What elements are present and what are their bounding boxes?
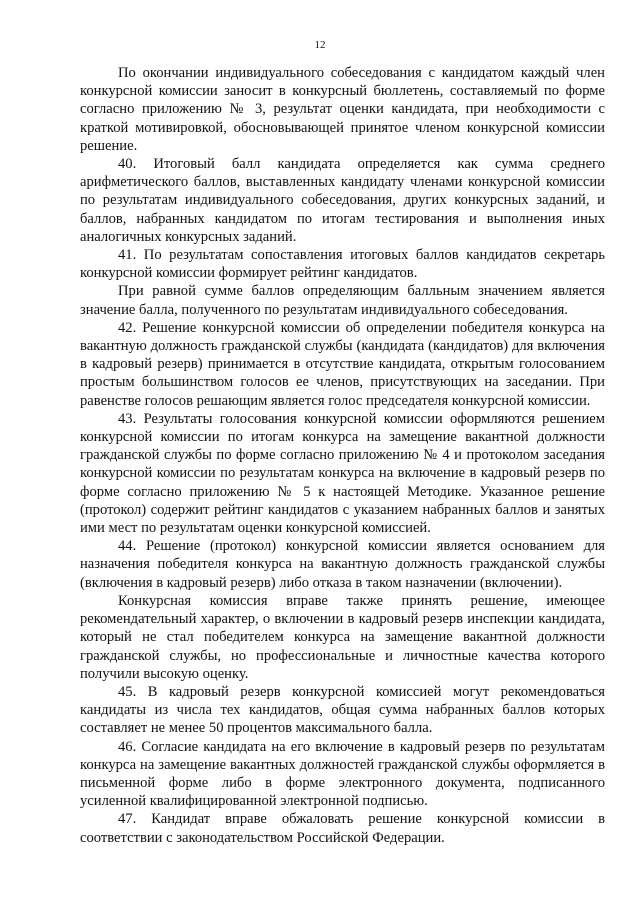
paragraph-41-rating: 41. По результатам сопоставления итоговых баллов кандидатов секретарь конкурсной комиссии формирует рейтинг кандидатов. [80, 247, 605, 282]
paragraph-47-appeal: 47. Кандидат вправе обжаловать решение конкурсной комиссии в соответствии с законодательством Российской Федерации. [80, 811, 605, 846]
paragraph-45-reserve: 45. В кадровый резерв конкурсной комиссией могут рекомендоваться кандидаты из числа тех кандидатов, общая сумма набранных баллов которых составляет не менее 50 процентов максимального балла. [80, 683, 605, 737]
document-body [80, 64, 605, 847]
paragraph-interview-ballot: По окончании индивидуального собеседования с кандидатом каждый член конкурсной комиссии заносит в конкурсный бюллетень, составляемый по форме согласно приложению № 3, результат оценки кандидата, при необходимости с краткой мотивировкой, обосновывающей принятое членом конкурсной комиссии решение. [80, 65, 605, 154]
page-number: 12 [314, 39, 326, 51]
paragraph-equal-score: При равной сумме баллов определяющим балльным значением является значение балла, полученного по результатам индивидуального собеседования. [80, 283, 605, 318]
paragraph-42-decision: 42. Решение конкурсной комиссии об определении победителя конкурса на вакантную должность гражданской службы (кандидата (кандидатов) для включения в кадровый резерв) принимается в отсутствие кандидата, открытым голосованием простым большинством голосов ее членов, присутствующих на заседании. При равенстве голосов решающим является голос председателя конкурсной комиссии. [80, 319, 605, 409]
paragraph-46-consent: 46. Согласие кандидата на его включение в кадровый резерв по результатам конкурса на замещение вакантных должностей гражданской службы оформляется в письменной форме либо в форме электронного документа, подписанного усиленной квалифицированной электронной подписью. [80, 738, 605, 810]
paragraph-43-voting-results: 43. Результаты голосования конкурсной комиссии оформляются решением конкурсной комиссии по итогам конкурса на замещение вакантной должности гражданской службы по форме согласно приложению № 4 и протоколом заседания конкурсной комиссии по результатам конкурса на включение в кадровый резерв по форме согласно приложению № 5 к настоящей Методике. Указанное решение (протокол) содержит рейтинг кандидатов с указанием набранных баллов и занятых ими мест по результатам оценки конкурсной комиссией. [80, 410, 605, 537]
paragraph-44-protocol: 44. Решение (протокол) конкурсной комиссии является основанием для назначения победителя конкурса на вакантную должность гражданской службы (включения в кадровый резерв) либо отказа в таком назначении (включении). [80, 538, 605, 591]
paragraph-recommendation: Конкурсная комиссия вправе также принять решение, имеющее рекомендательный характер, о включении в кадровый резерв инспекции кандидата, который не стал победителем конкурса на замещение вакантной должности гражданской службы, но профессиональные и личностные качества которого получили высокую оценку. [80, 592, 605, 682]
paragraph-40-final-score: 40. Итоговый балл кандидата определяется как сумма среднего арифметического баллов, выставленных кандидату членами конкурсной комиссии по результатам индивидуального собеседования, других конкурсных заданий, и баллов, набранных кандидатом по итогам тестирования и выполнения иных аналогичных конкурсных заданий. [80, 156, 605, 245]
